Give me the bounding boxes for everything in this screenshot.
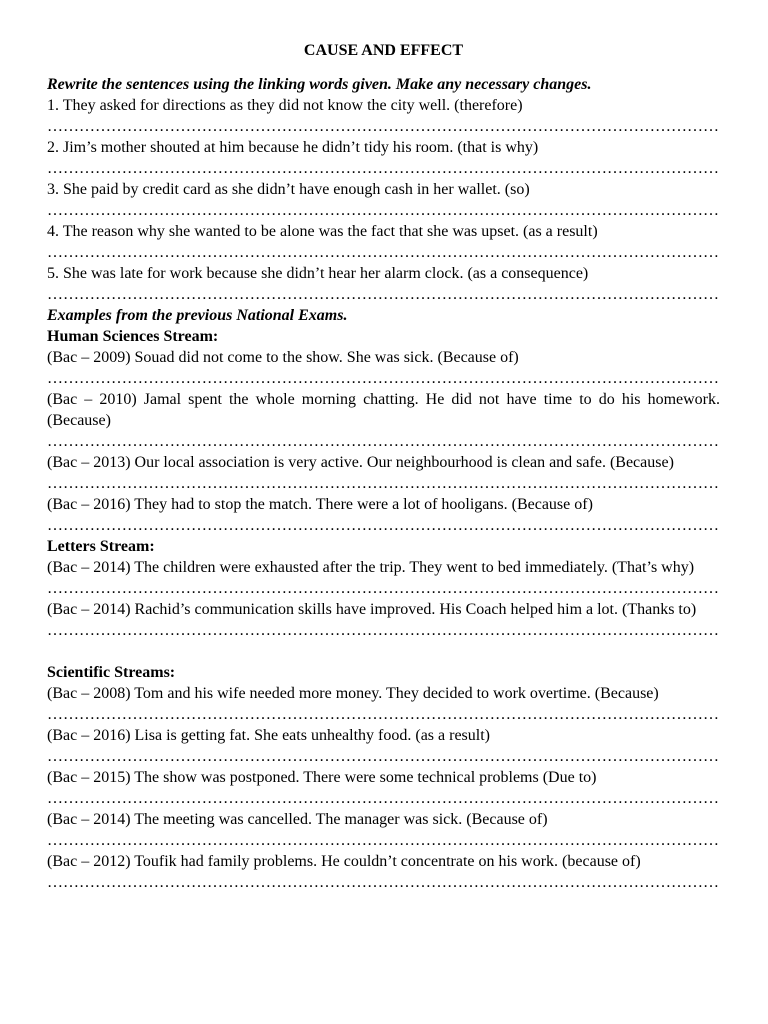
- answer-line[interactable]: ………………………………………………………………………………………………………………: [47, 706, 719, 723]
- exam-item: (Bac – 2016) They had to stop the match. There were a lot of hooligans. (Because of): [47, 496, 593, 513]
- answer-line[interactable]: ………………………………………………………………………………………………………………: [47, 433, 719, 450]
- answer-line[interactable]: ………………………………………………………………………………………………………………: [47, 475, 719, 492]
- section-heading: Human Sciences Stream:: [47, 328, 219, 345]
- answer-line[interactable]: ………………………………………………………………………………………………………………: [47, 202, 719, 219]
- spacer: [47, 641, 720, 662]
- answer-line[interactable]: ………………………………………………………………………………………………………………: [47, 622, 719, 639]
- exam-item: (Bac – 2010) Jamal spent the whole morning chatting. He did not have time to do his homework. (Because): [47, 391, 720, 429]
- human-sciences-section: [47, 326, 720, 536]
- letters-section: [47, 536, 720, 641]
- answer-line[interactable]: ………………………………………………………………………………………………………………: [47, 286, 719, 303]
- answer-line[interactable]: ………………………………………………………………………………………………………………: [47, 517, 719, 534]
- answer-line[interactable]: ………………………………………………………………………………………………………………: [47, 580, 719, 597]
- exam-item: (Bac – 2013) Our local association is very active. Our neighbourhood is clean and safe. (Because): [47, 454, 674, 471]
- exam-item: (Bac – 2015) The show was postponed. There were some technical problems (Due to): [47, 769, 597, 786]
- instruction: Rewrite the sentences using the linking words given. Make any necessary changes.: [47, 76, 592, 93]
- answer-line[interactable]: ………………………………………………………………………………………………………………: [47, 118, 719, 135]
- exam-item: (Bac – 2008) Tom and his wife needed more money. They decided to work overtime. (Because): [47, 685, 659, 702]
- answer-line[interactable]: ………………………………………………………………………………………………………………: [47, 244, 719, 261]
- exam-item: (Bac – 2014) The meeting was cancelled. The manager was sick. (Because of): [47, 811, 548, 828]
- answer-line[interactable]: ………………………………………………………………………………………………………………: [47, 874, 719, 891]
- section-heading: Letters Stream:: [47, 538, 155, 555]
- scientific-section: [47, 662, 720, 893]
- exercise-item: 1. They asked for directions as they did not know the city well. (therefore): [47, 97, 523, 114]
- exam-item: (Bac – 2014) The children were exhausted after the trip. They went to bed immediately. (That’s why): [47, 559, 695, 576]
- page-title: CAUSE AND EFFECT: [303, 42, 464, 59]
- section-heading: Scientific Streams:: [47, 664, 176, 681]
- answer-line[interactable]: ………………………………………………………………………………………………………………: [47, 790, 719, 807]
- answer-line[interactable]: ………………………………………………………………………………………………………………: [47, 748, 719, 765]
- exercise-list: [47, 95, 720, 305]
- exam-item: (Bac – 2016) Lisa is getting fat. She eats unhealthy food. (as a result): [47, 727, 490, 744]
- answer-line[interactable]: ………………………………………………………………………………………………………………: [47, 832, 719, 849]
- exercise-item: 5. She was late for work because she didn’t hear her alarm clock. (as a consequence): [47, 265, 589, 282]
- exam-item: (Bac – 2012) Toufik had family problems. He couldn’t concentrate on his work. (because of): [47, 853, 641, 870]
- answer-line[interactable]: ………………………………………………………………………………………………………………: [47, 370, 719, 387]
- exercise-item: 3. She paid by credit card as she didn’t have enough cash in her wallet. (so): [47, 181, 530, 198]
- exam-item: (Bac – 2009) Souad did not come to the show. She was sick. (Because of): [47, 349, 519, 366]
- exercise-item: 2. Jim’s mother shouted at him because he didn’t tidy his room. (that is why): [47, 139, 539, 156]
- answer-line[interactable]: ………………………………………………………………………………………………………………: [47, 160, 719, 177]
- exam-item: (Bac – 2014) Rachid’s communication skills have improved. His Coach helped him a lot. (Thanks to): [47, 601, 697, 618]
- exercise-item: 4. The reason why she wanted to be alone was the fact that she was upset. (as a result): [47, 223, 598, 240]
- examples-heading: Examples from the previous National Exams.: [47, 307, 348, 324]
